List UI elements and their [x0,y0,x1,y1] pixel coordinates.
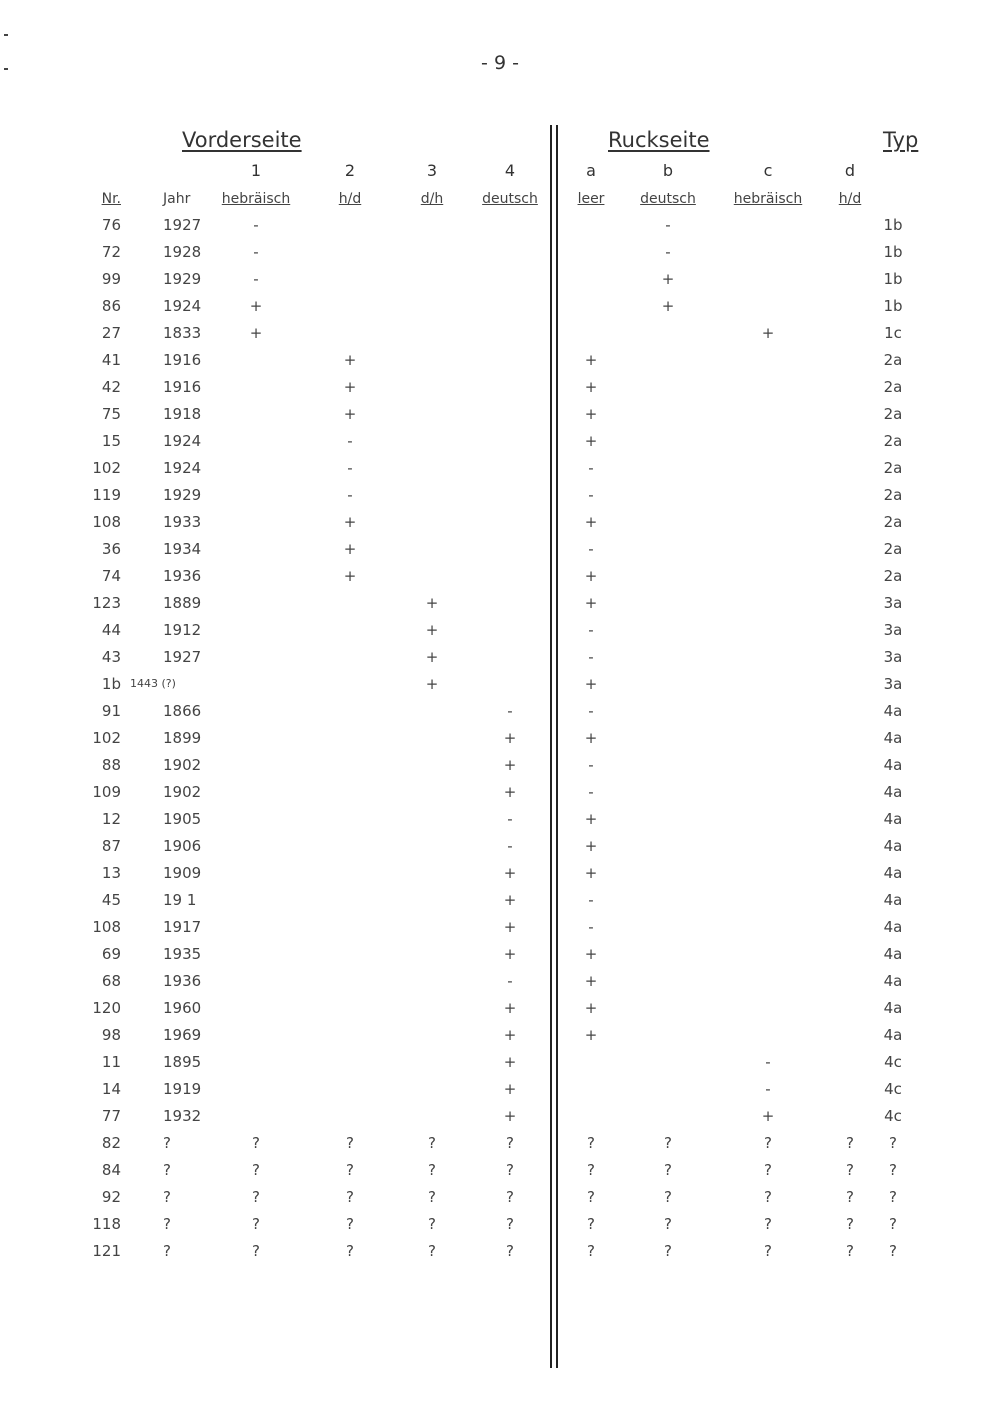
row-type: ? [889,1215,897,1233]
row-nr: 68 [101,972,121,990]
front-mark-col-2: + [343,567,357,585]
row-nr: 44 [101,621,121,639]
back-mark-col-a: - [588,783,594,801]
row-year: ? [163,1242,171,1260]
row-type: 2a [883,351,903,369]
back-mark-col-b: ? [664,1161,672,1179]
row-year: 1916 [163,351,202,369]
row-nr: 98 [101,1026,121,1044]
row-year: 1916 [163,378,202,396]
row-type: 4a [883,729,903,747]
front-mark-col-1: - [253,270,259,288]
front-mark-col-2: ? [346,1134,354,1152]
front-mark-col-2: + [343,378,357,396]
front-mark-col-4: + [503,999,517,1017]
back-mark-col-a: ? [587,1161,595,1179]
row-year: 1929 [163,270,202,288]
row-nr: 77 [101,1107,121,1125]
row-year: 1924 [163,432,202,450]
back-mark-col-a: + [584,594,598,612]
column-header-year: Jahr [163,191,191,207]
row-nr: 88 [101,756,121,774]
back-mark-col-a: - [588,540,594,558]
row-type: 4a [883,945,903,963]
row-type: 4a [883,864,903,882]
back-mark-col-a: - [588,486,594,504]
row-type: ? [889,1161,897,1179]
row-year: 1889 [163,594,202,612]
back-mark-col-a: - [588,918,594,936]
back-mark-col-c: ? [764,1134,772,1152]
front-mark-col-4: + [503,783,517,801]
row-type: 4a [883,810,903,828]
row-type: 1b [883,216,903,234]
front-mark-col-2: + [343,405,357,423]
back-mark-col-a: + [584,567,598,585]
back-mark-col-d: ? [846,1161,854,1179]
front-mark-col-2: - [347,486,353,504]
row-nr: 92 [101,1188,121,1206]
back-mark-col-c: ? [764,1188,772,1206]
column-header-nr: Nr. [101,191,121,207]
front-mark-col-3: + [425,675,439,693]
row-year: 1969 [163,1026,202,1044]
section-heading-front: Vorderseite [182,128,302,152]
row-year: 1918 [163,405,202,423]
back-mark-col-a: + [584,864,598,882]
back-mark-col-a: + [584,351,598,369]
front-mark-col-1: + [249,324,263,342]
row-nr: 102 [92,459,121,477]
front-mark-col-4: ? [506,1242,514,1260]
row-year: 1934 [163,540,202,558]
front-mark-col-2: + [343,513,357,531]
front-mark-col-4: + [503,918,517,936]
row-year: 19 1 [163,891,197,909]
back-mark-col-a: - [588,621,594,639]
back-mark-col-a: + [584,837,598,855]
front-mark-col-1: ? [252,1134,260,1152]
row-type: 4a [883,891,903,909]
front-mark-col-3: ? [428,1215,436,1233]
column-label-back-d: h/d [838,191,862,207]
row-nr: 74 [101,567,121,585]
row-type: 4a [883,837,903,855]
row-nr: 27 [101,324,121,342]
row-type: 1b [883,297,903,315]
row-year: 1912 [163,621,202,639]
front-mark-col-2: - [347,459,353,477]
row-year: ? [163,1215,171,1233]
front-mark-col-3: + [425,621,439,639]
row-nr: 118 [92,1215,121,1233]
row-nr: 123 [92,594,121,612]
row-type: 4a [883,1026,903,1044]
front-mark-col-4: - [507,810,513,828]
front-mark-col-2: ? [346,1161,354,1179]
row-year: ? [163,1161,171,1179]
front-mark-col-2: - [347,432,353,450]
row-type: 3a [883,648,903,666]
row-nr: 41 [101,351,121,369]
front-mark-col-4: ? [506,1161,514,1179]
back-mark-col-a: + [584,405,598,423]
row-nr: 84 [101,1161,121,1179]
row-type: 4a [883,972,903,990]
back-mark-col-d: ? [846,1242,854,1260]
row-year: 1902 [163,756,202,774]
back-mark-col-a: + [584,945,598,963]
back-mark-col-a: - [588,756,594,774]
row-nr: 36 [101,540,121,558]
row-year: 1906 [163,837,202,855]
row-type: 2a [883,567,903,585]
row-nr: 82 [101,1134,121,1152]
front-mark-col-3: ? [428,1161,436,1179]
back-mark-col-c: + [761,1107,775,1125]
back-mark-col-a: + [584,432,598,450]
row-nr: 72 [101,243,121,261]
front-mark-col-4: - [507,837,513,855]
row-nr: 87 [101,837,121,855]
divider-line-left [550,125,552,1368]
front-mark-col-1: + [249,297,263,315]
row-nr: 12 [101,810,121,828]
column-number-back-a: a [586,161,596,180]
row-year: 1895 [163,1053,202,1071]
row-nr: 75 [101,405,121,423]
row-type: 4a [883,918,903,936]
row-nr: 109 [92,783,121,801]
row-type: 2a [883,486,903,504]
row-year: 1936 [163,567,202,585]
back-mark-col-a: - [588,702,594,720]
back-mark-col-a: + [584,729,598,747]
back-mark-col-b: ? [664,1188,672,1206]
column-number-back-c: c [763,161,773,180]
row-year: ? [163,1134,171,1152]
column-label-back-a: leer [577,191,605,207]
row-year: 1443 (?) [130,677,176,690]
row-year: 1936 [163,972,202,990]
front-mark-col-4: ? [506,1215,514,1233]
row-type: 2a [883,405,903,423]
back-mark-col-a: + [584,513,598,531]
row-nr: 120 [92,999,121,1017]
row-type: 4a [883,756,903,774]
row-nr: 108 [92,513,121,531]
divider-line-right [556,125,558,1368]
margin-mark-top [4,34,8,36]
section-heading-type: Typ [883,128,919,152]
front-mark-col-4: + [503,1107,517,1125]
column-label-back-b: deutsch [640,191,696,207]
back-mark-col-a: + [584,810,598,828]
front-mark-col-3: + [425,594,439,612]
page-number: - 9 - [481,52,519,74]
row-type: 4a [883,783,903,801]
row-nr: 42 [101,378,121,396]
row-nr: 43 [101,648,121,666]
back-mark-col-b: - [665,243,671,261]
row-nr: 76 [101,216,121,234]
back-mark-col-b: ? [664,1215,672,1233]
row-year: 1924 [163,459,202,477]
back-mark-col-a: + [584,999,598,1017]
back-mark-col-c: ? [764,1215,772,1233]
row-type: ? [889,1242,897,1260]
column-label-back-c: hebräisch [733,191,803,207]
back-mark-col-b: ? [664,1134,672,1152]
column-number-back-d: d [844,161,856,180]
row-type: 4a [883,702,903,720]
back-mark-col-a: ? [587,1215,595,1233]
front-mark-col-1: ? [252,1215,260,1233]
row-year: 1909 [163,864,202,882]
back-mark-col-b: + [661,297,675,315]
back-mark-col-a: - [588,459,594,477]
row-type: 2a [883,378,903,396]
front-mark-col-2: ? [346,1242,354,1260]
row-year: 1960 [163,999,202,1017]
back-mark-col-a: + [584,675,598,693]
front-mark-col-4: + [503,891,517,909]
front-mark-col-4: + [503,756,517,774]
back-mark-col-a: ? [587,1188,595,1206]
front-mark-col-3: + [425,648,439,666]
row-year: 1927 [163,648,202,666]
front-mark-col-3: ? [428,1134,436,1152]
row-year: 1928 [163,243,202,261]
front-mark-col-4: + [503,1026,517,1044]
back-mark-col-c: - [765,1080,771,1098]
back-mark-col-d: ? [846,1215,854,1233]
row-year: 1932 [163,1107,202,1125]
back-mark-col-b: + [661,270,675,288]
row-type: ? [889,1188,897,1206]
front-mark-col-4: - [507,972,513,990]
row-nr: 102 [92,729,121,747]
row-nr: 99 [101,270,121,288]
back-mark-col-c: + [761,324,775,342]
row-type: 3a [883,675,903,693]
front-mark-col-4: + [503,945,517,963]
row-type: 2a [883,459,903,477]
front-mark-col-3: ? [428,1188,436,1206]
row-type: 1b [883,270,903,288]
column-number-front-1: 1 [250,161,262,180]
column-label-front-2: h/d [338,191,362,207]
row-nr: 86 [101,297,121,315]
row-year: 1917 [163,918,202,936]
row-type: 3a [883,594,903,612]
column-number-back-b: b [662,161,674,180]
back-mark-col-a: + [584,378,598,396]
row-type: 4a [883,999,903,1017]
row-year: 1924 [163,297,202,315]
back-mark-col-a: + [584,972,598,990]
row-type: 4c [884,1080,902,1098]
row-year: 1935 [163,945,202,963]
row-nr: 14 [101,1080,121,1098]
front-mark-col-2: ? [346,1215,354,1233]
back-mark-col-d: ? [846,1134,854,1152]
row-type: 2a [883,432,903,450]
front-mark-col-4: + [503,729,517,747]
row-nr: 13 [101,864,121,882]
row-year: 1866 [163,702,202,720]
column-number-front-3: 3 [426,161,438,180]
row-year: ? [163,1188,171,1206]
row-type: 4c [884,1053,902,1071]
row-nr: 91 [101,702,121,720]
column-label-front-1: hebräisch [221,191,291,207]
front-mark-col-1: - [253,243,259,261]
front-mark-col-2: + [343,351,357,369]
back-mark-col-a: - [588,891,594,909]
row-year: 1833 [163,324,202,342]
row-nr: 119 [92,486,121,504]
column-number-front-4: 4 [504,161,516,180]
front-mark-col-2: ? [346,1188,354,1206]
section-heading-back: Ruckseite [608,128,710,152]
front-mark-col-4: ? [506,1188,514,1206]
front-mark-col-3: ? [428,1242,436,1260]
row-nr: 45 [101,891,121,909]
front-mark-col-4: ? [506,1134,514,1152]
row-year: 1899 [163,729,202,747]
row-nr: 121 [92,1242,121,1260]
column-label-front-3: d/h [420,191,444,207]
front-mark-col-4: - [507,702,513,720]
front-mark-col-1: ? [252,1161,260,1179]
front-mark-col-4: + [503,1080,517,1098]
row-nr: 69 [101,945,121,963]
row-type: 2a [883,513,903,531]
back-mark-col-a: ? [587,1134,595,1152]
row-nr: 108 [92,918,121,936]
back-mark-col-a: ? [587,1242,595,1260]
front-mark-col-2: + [343,540,357,558]
row-type: 1b [883,243,903,261]
row-year: 1919 [163,1080,202,1098]
column-number-front-2: 2 [344,161,356,180]
back-mark-col-b: ? [664,1242,672,1260]
row-year: 1902 [163,783,202,801]
back-mark-col-c: ? [764,1161,772,1179]
row-nr: 11 [101,1053,121,1071]
row-year: 1927 [163,216,202,234]
row-year: 1905 [163,810,202,828]
front-mark-col-1: - [253,216,259,234]
back-mark-col-a: + [584,1026,598,1044]
front-mark-col-1: ? [252,1242,260,1260]
row-nr: 15 [101,432,121,450]
back-mark-col-c: - [765,1053,771,1071]
row-type: 2a [883,540,903,558]
column-label-front-4: deutsch [482,191,538,207]
row-nr: 1b [101,675,121,693]
row-type: 1c [884,324,902,342]
row-year: 1929 [163,486,202,504]
front-mark-col-4: + [503,864,517,882]
row-type: 4c [884,1107,902,1125]
row-year: 1933 [163,513,202,531]
row-type: ? [889,1134,897,1152]
back-mark-col-d: ? [846,1188,854,1206]
back-mark-col-c: ? [764,1242,772,1260]
back-mark-col-a: - [588,648,594,666]
row-type: 3a [883,621,903,639]
front-mark-col-1: ? [252,1188,260,1206]
front-mark-col-4: + [503,1053,517,1071]
back-mark-col-b: - [665,216,671,234]
